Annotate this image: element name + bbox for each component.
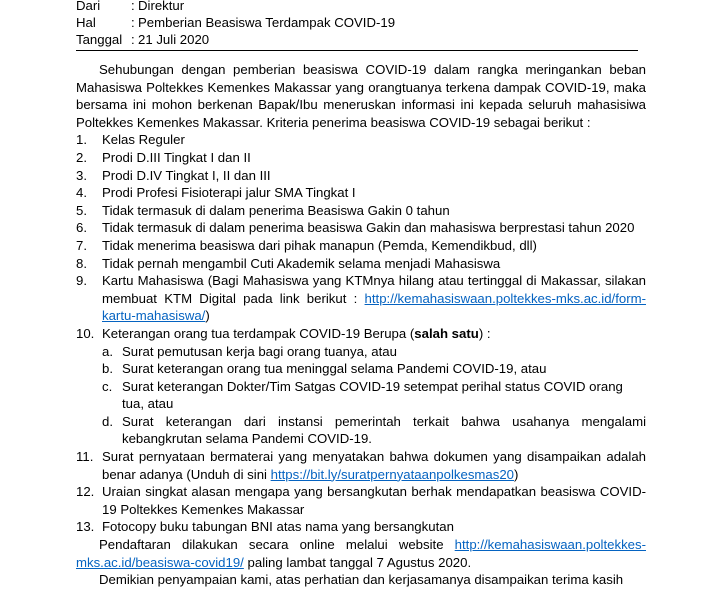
item-number: 11. — [76, 449, 94, 465]
registration-paragraph — [76, 536, 646, 571]
sub-item-letter: c. — [102, 378, 113, 394]
item-number: 5. — [76, 202, 87, 218]
item-number: 2. — [76, 149, 87, 165]
header-key: Dari — [76, 0, 101, 13]
item-number: 4. — [76, 185, 87, 201]
header-row-subject — [76, 14, 646, 31]
item-text — [102, 272, 646, 325]
header-row-date — [76, 31, 646, 48]
item-text: Tidak termasuk di dalam penerima Beasiswa Gakin 0 tahun — [102, 202, 450, 218]
sub-item-letter: b. — [102, 361, 113, 377]
sub-item-text: Surat keterangan dari instansi pemerintah terkait bahwa usahanya mengalami kebangkrutan selama Pandemi COVID-19. — [122, 413, 646, 447]
sub-item-letter: a. — [102, 343, 113, 359]
header-value: Pemberian Beasiswa Terdampak COVID-19 — [138, 15, 396, 30]
sub-list-item — [102, 413, 646, 448]
item-text — [102, 325, 646, 343]
sub-item-text: Surat keterangan orang tua meninggal selama Pandemi COVID-19, atau — [122, 361, 547, 377]
item-text: Uraian singkat alasan mengapa yang bersangkutan berhak mendapatkan beasiswa COVID-19 Poltekkes Kemenkes Makassar — [102, 484, 646, 517]
item-text: Fotocopy buku tabungan BNI atas nama yang bersangkutan — [102, 519, 454, 535]
sub-item-text: Surat pemutusan kerja bagi orang tuanya, atau — [122, 343, 397, 359]
item-text-tail: ) — [205, 308, 210, 324]
header-key: Tanggal — [76, 32, 123, 47]
header-sep: : — [131, 0, 135, 13]
header-divider — [76, 50, 638, 51]
header-value: Direktur — [138, 0, 185, 13]
item-number: 8. — [76, 255, 87, 271]
list-item — [76, 202, 646, 220]
letter-page — [76, 0, 646, 589]
item-text: Kelas Reguler — [102, 132, 185, 148]
item-number: 13. — [76, 519, 95, 535]
list-item — [76, 483, 646, 518]
intro-paragraph: Sehubungan dengan pemberian beasiswa COVID-19 dalam rangka meringankan beban Mahasiswa Poltekkes Kemenkes Makassar yang orangtuanya terkena dampak COVID-19, maka bersama ini mohon berkenan Bapak/Ibu meneruskan informasi ini kepada seluruh mahasisiwa Poltekkes Kemenkes Makassar. Kriteria penerima beasiswa COVID-19 sebagai berikut : — [76, 62, 646, 130]
item-text-main: Kartu Mahasiswa (Bagi Mahasiswa yang KTMnya hilang atau tertinggal di Makassar, silakan membuat KTM Digital pada link berikut : — [102, 273, 646, 306]
item-text: Prodi D.IV Tingkat I, II dan III — [102, 167, 271, 183]
header-value: 21 Juli 2020 — [138, 32, 210, 47]
list-item — [76, 448, 646, 483]
header-key: Hal — [76, 15, 96, 30]
list-item — [76, 184, 646, 202]
item-number: 10. — [76, 325, 95, 341]
list-item — [76, 131, 646, 149]
registration-tail: paling lambat tanggal 7 Agustus 2020. — [243, 554, 472, 570]
list-item — [76, 255, 646, 273]
sub-list-item — [102, 360, 646, 378]
item-text-bold: salah satu — [414, 325, 479, 341]
item-text-main: Surat pernyataan bermaterai yang menyatakan bahwa dokumen yang disampaikan adalah benar adanya (Unduh di sini — [102, 449, 646, 482]
list-item — [76, 149, 646, 167]
list-item — [76, 325, 646, 343]
list-item — [76, 237, 646, 255]
registration-text: Pendaftaran dilakukan secara online melalui website — [99, 537, 455, 553]
statement-download-link[interactable]: https://bit.ly/suratpernyataanpolkesmas20 — [270, 466, 514, 482]
sub-list-item — [102, 378, 646, 413]
item-text: Prodi D.III Tingkat I dan II — [102, 149, 251, 165]
list-item — [76, 272, 646, 325]
item-text — [102, 448, 646, 483]
item-text-main: Keterangan orang tua terdampak COVID-19 Berupa ( — [102, 325, 415, 341]
item-number: 6. — [76, 220, 87, 236]
item-text: Tidak termasuk di dalam penerima beasiswa Gakin dan mahasiswa berprestasi tahun 2020 — [102, 220, 635, 236]
header-row-from — [76, 0, 646, 14]
item-number: 7. — [76, 237, 87, 253]
item-text-tail: ) — [514, 466, 519, 482]
header-sep: : — [131, 32, 135, 47]
list-item — [76, 167, 646, 185]
ktm-form-link[interactable]: http://kemahasiswaan.poltekkes-mks.ac.id/form-kartu-mahasiswa/ — [102, 290, 646, 324]
item-number: 1. — [76, 132, 87, 148]
item-text-tail: ) : — [478, 325, 491, 341]
sub-item-letter: d. — [102, 413, 113, 429]
list-item — [76, 518, 646, 536]
closing-paragraph: Demikian penyampaian kami, atas perhatian dan kerjasamanya disampaikan terima kasih — [99, 572, 624, 588]
item-text: Tidak pernah mengambil Cuti Akademik selama menjadi Mahasiswa — [102, 255, 501, 271]
registration-link[interactable]: http://kemahasiswaan.poltekkes-mks.ac.id/beasiswa-covid19/ — [76, 537, 646, 570]
criteria-list — [76, 131, 646, 536]
item-text: Prodi Profesi Fisioterapi jalur SMA Tingkat I — [102, 185, 356, 201]
header-sep: : — [131, 15, 135, 30]
item-number: 12. — [76, 484, 95, 500]
sub-item-text: Surat keterangan Dokter/Tim Satgas COVID-19 setempat perihal status COVID orang tua, atau — [122, 378, 623, 412]
item-text: Tidak menerima beasiswa dari pihak manapun (Pemda, Kemendikbud, dll) — [102, 237, 537, 253]
sub-list-item — [102, 343, 646, 361]
item-number: 3. — [76, 167, 87, 183]
item-number: 9. — [76, 273, 87, 289]
list-item — [76, 219, 646, 237]
